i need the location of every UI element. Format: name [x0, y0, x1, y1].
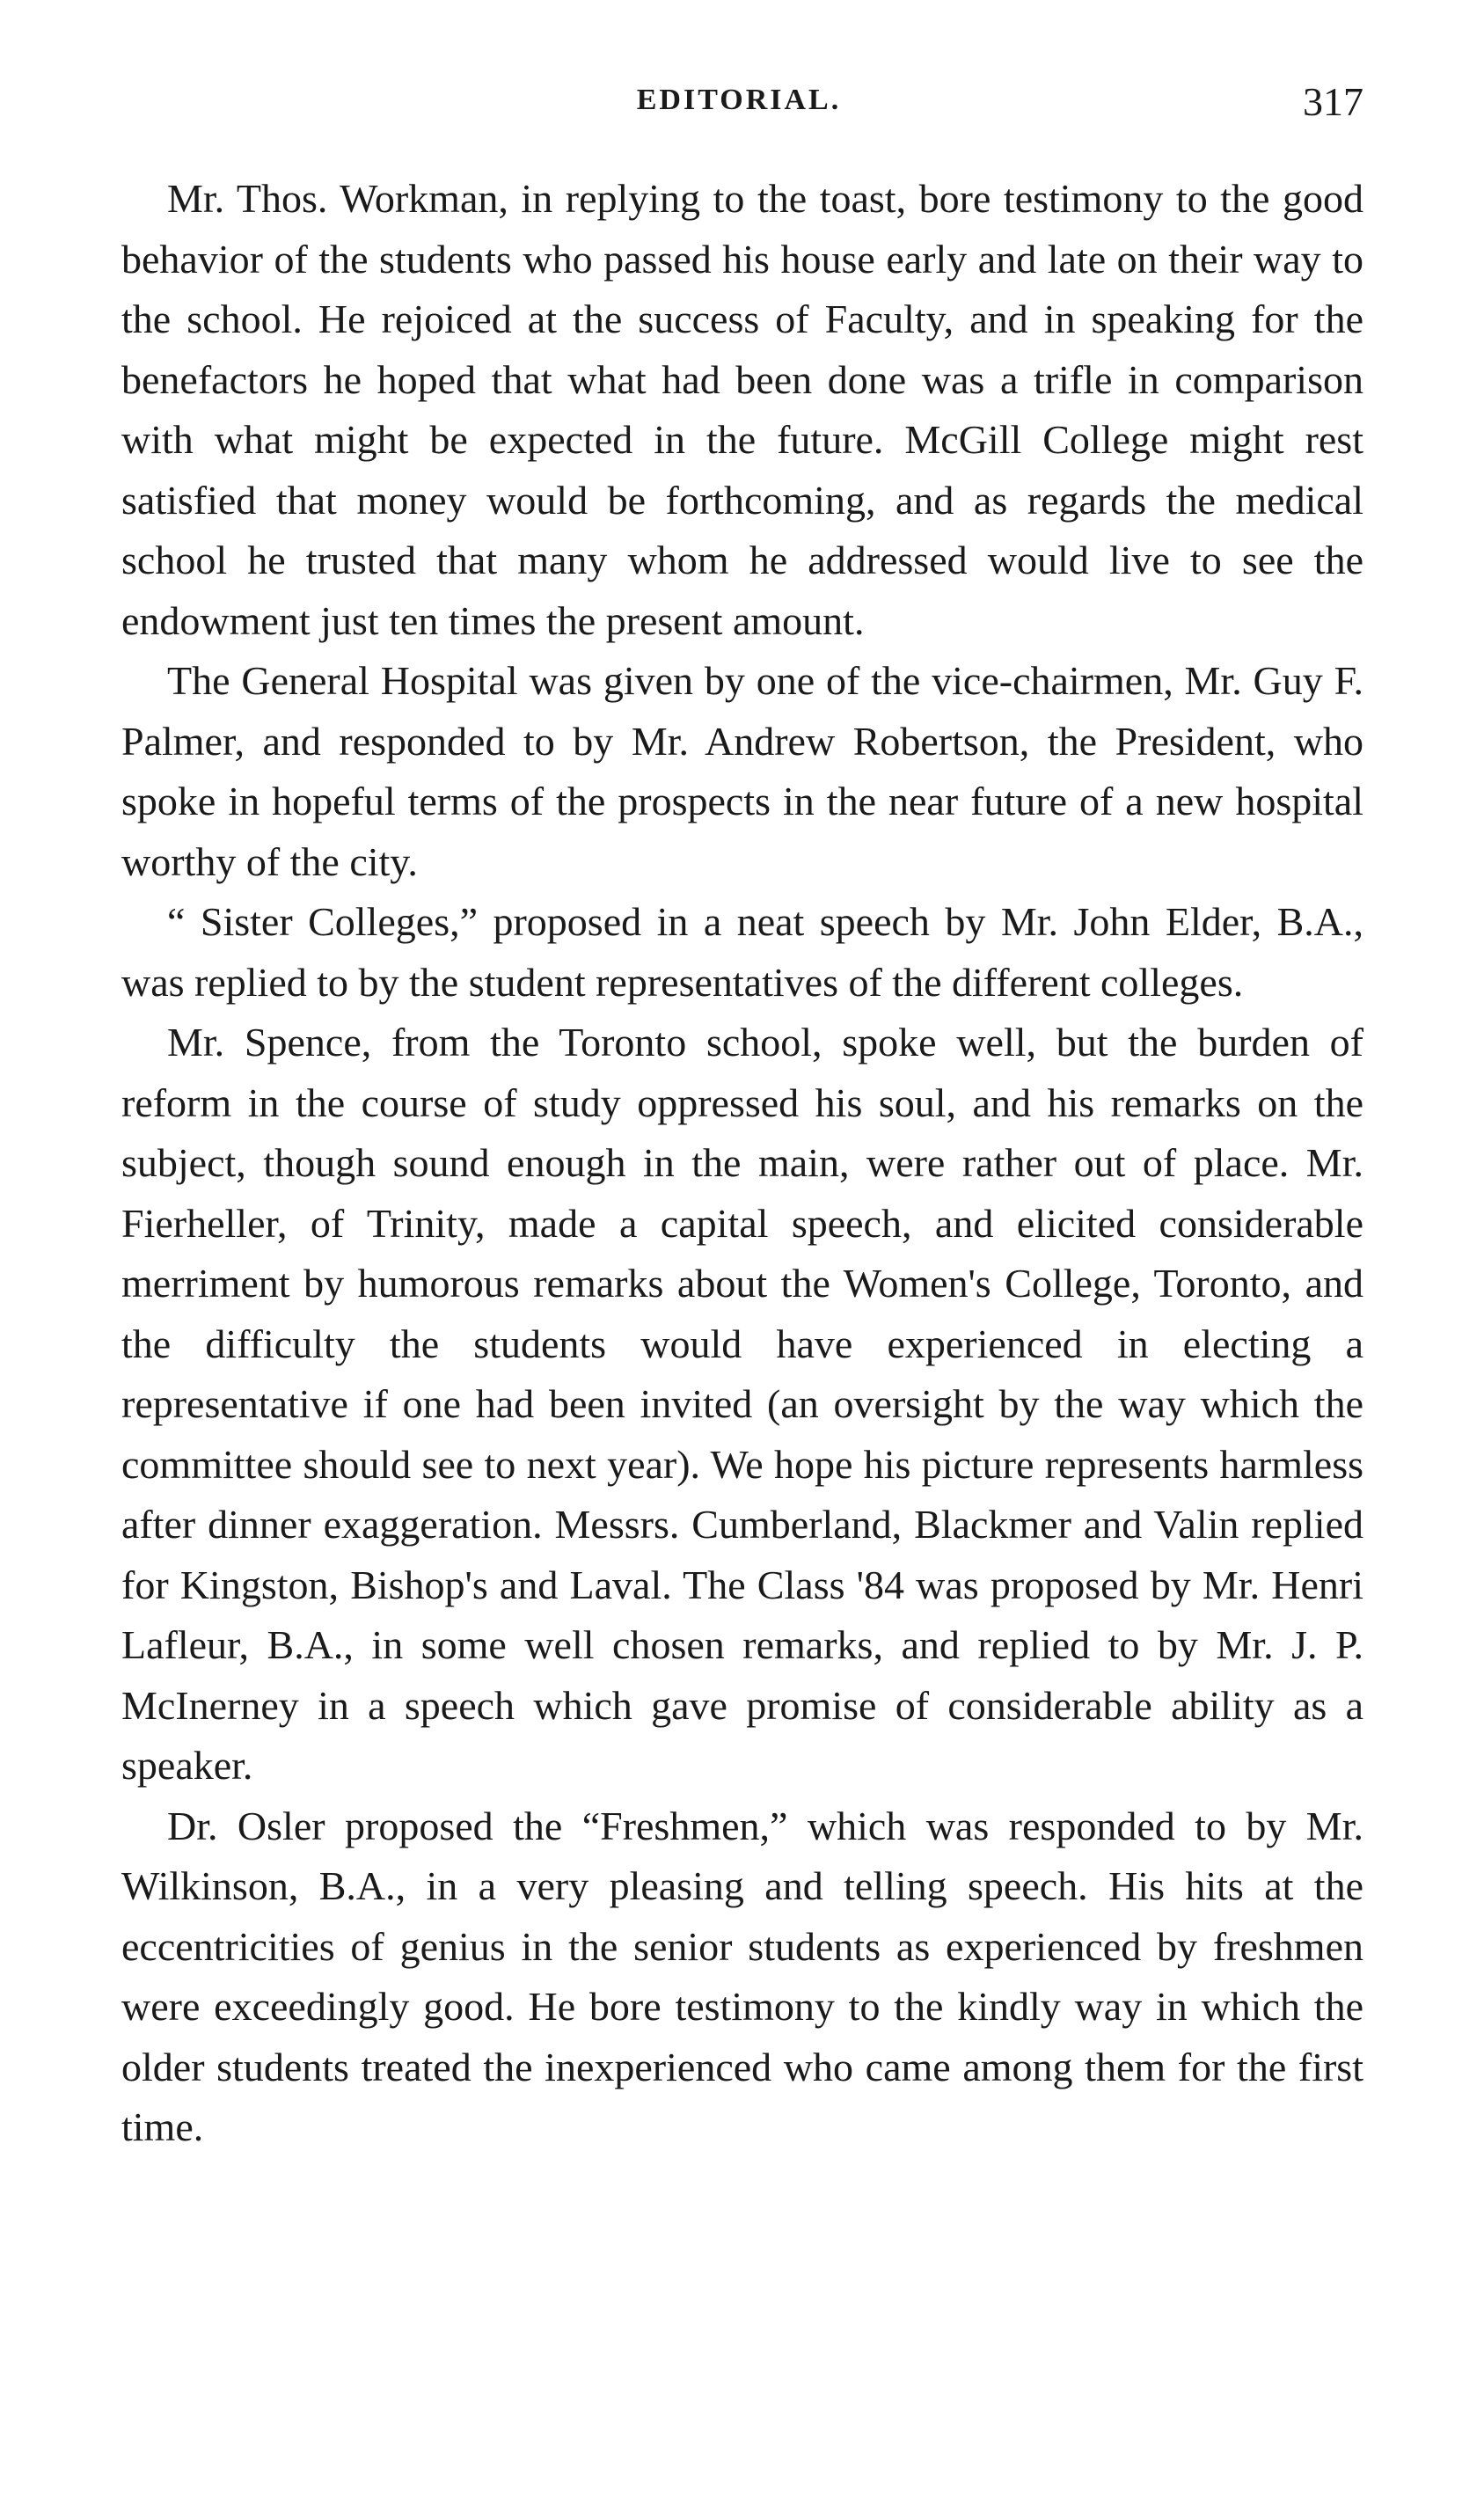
- page-number: 317: [1303, 79, 1363, 124]
- body-text: [121, 169, 1363, 2158]
- running-head: [114, 79, 1363, 136]
- paragraph-freshmen-toast: Dr. Osler proposed the “Freshmen,” which was responded to by Mr. Wilkinson, B.A., in a very pleasing and telling speech. His hits at the eccentricities of genius in the senior students as experienced by freshmen were exceedingly good. He bore testimony to the kindly way in which the older students treated the inexperienced who came among them for the first time.: [121, 1803, 1363, 2149]
- paragraph-sister-colleges: “ Sister Colleges,” proposed in a neat speech by Mr. John Elder, B.A., was replied to by the student representatives of the different colleges.: [121, 899, 1363, 1005]
- paragraph-college-replies: Mr. Spence, from the Toronto school, spoke well, but the burden of reform in the course of study oppressed his soul, and his remarks on the subject, though sound enough in the main, were rather out of place. Mr. Fierheller, of Trinity, made a capital speech, and elicited considerable merriment by humorous remarks about the Women's College, Toronto, and the difficulty the students would have experienced in electing a representative if one had been invited (an oversight by the way which the committee should see to next year). We hope his picture represents harmless after dinner exaggeration. Messrs. Cumberland, Blackmer and Valin replied for Kingston, Bishop's and Laval. The Class '84 was proposed by Mr. Henri Lafleur, B.A., in some well chosen remarks, and replied to by Mr. J. P. McInerney in a speech which gave promise of considerable ability as a speaker.: [121, 1020, 1363, 1788]
- paragraph-workman-toast: Mr. Thos. Workman, in replying to the toast, bore testimony to the good behavior of the students who passed his house early and late on their way to the school. He rejoiced at the success of Faculty, and in speaking for the benefactors he hoped that what had been done was a trifle in comparison with what might be expected in the future. McGill College might rest satisfied that money would be forthcoming, and as regards the medical school he trusted that many whom he addressed would live to see the endowment just ten times the present amount.: [121, 176, 1363, 643]
- paragraph-general-hospital: The General Hospital was given by one of the vice-chairmen, Mr. Guy F. Palmer, and responded to by Mr. Andrew Robertson, the President, who spoke in hopeful terms of the prospects in the near future of a new hospital worthy of the city.: [121, 658, 1363, 884]
- running-title: EDITORIAL.: [636, 84, 842, 116]
